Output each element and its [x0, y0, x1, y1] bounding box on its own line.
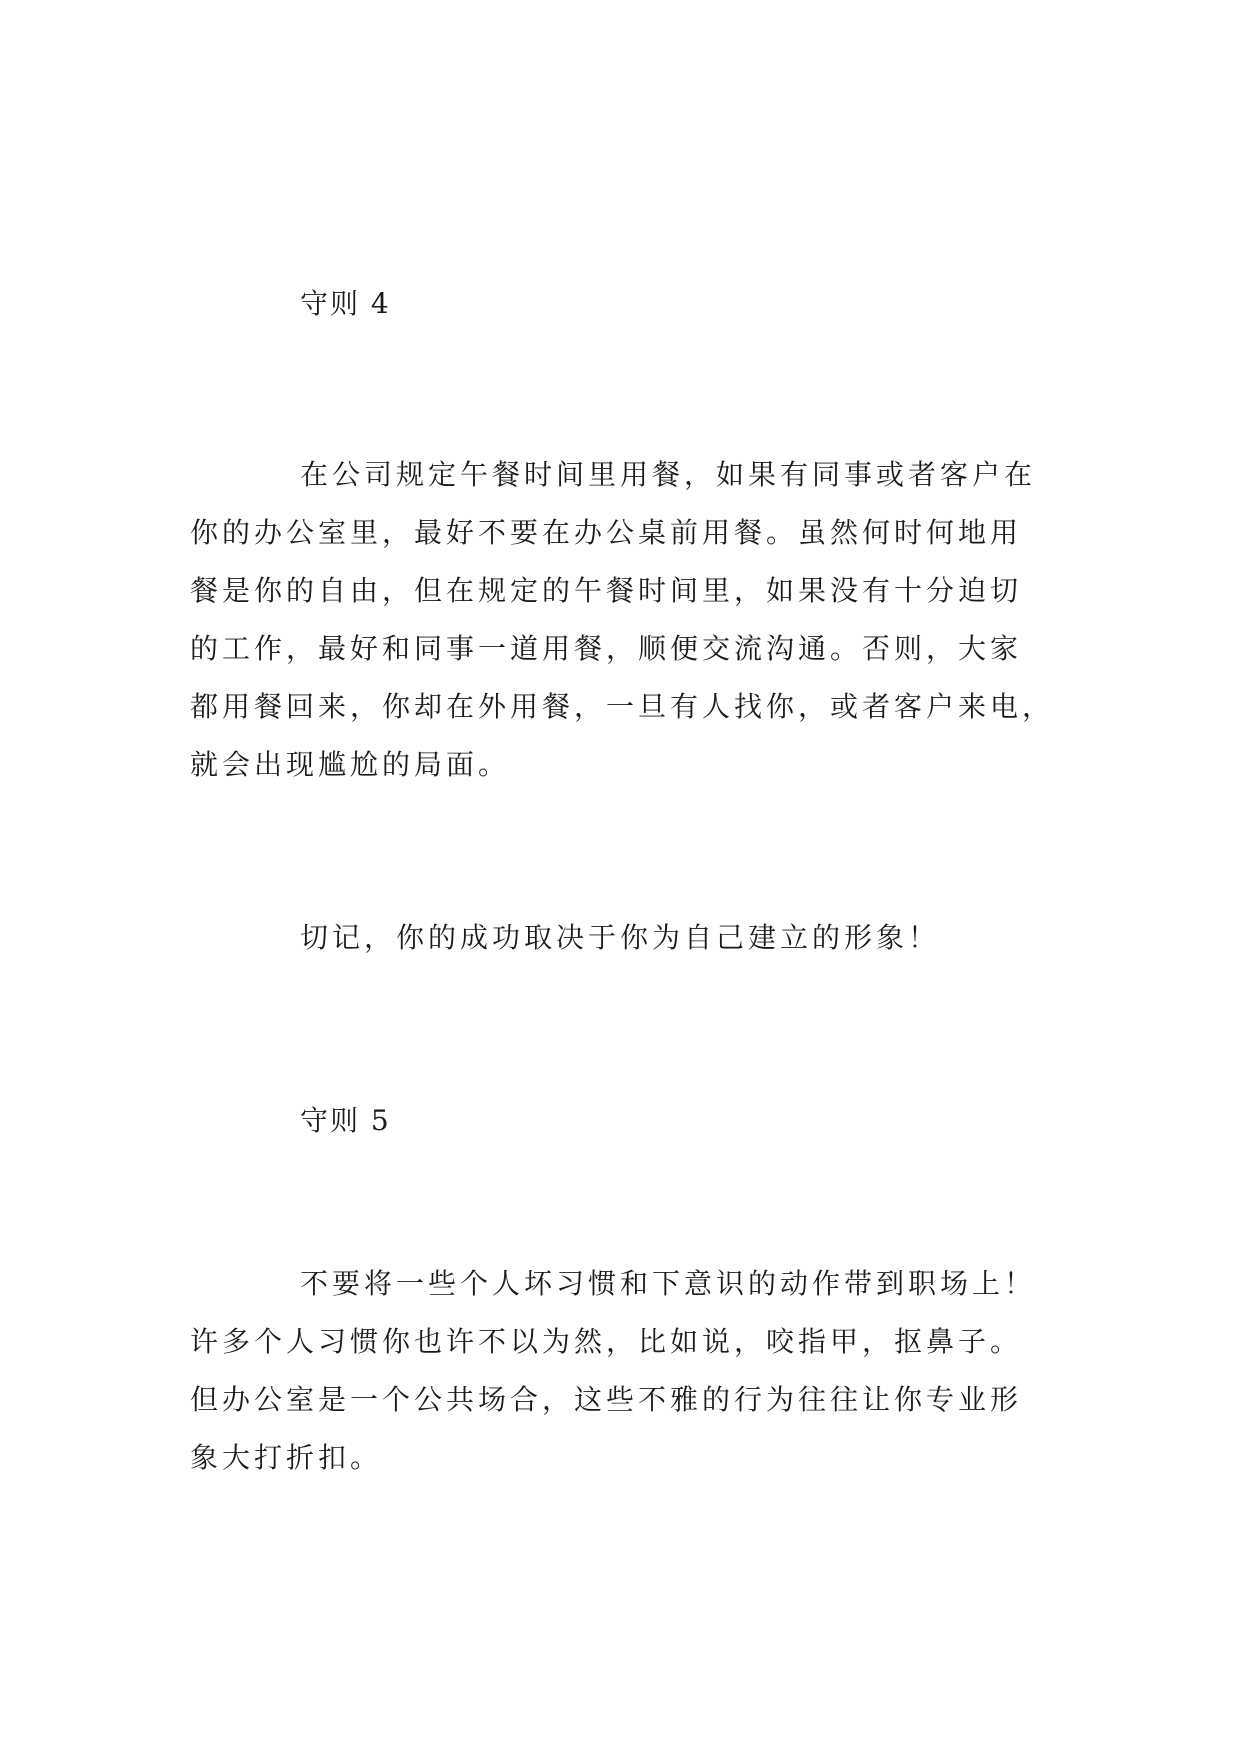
- rule-5-heading: 守则 5: [300, 1104, 391, 1137]
- paragraph-line: 在公司规定午餐时间里用餐，如果有同事或者客户在: [300, 458, 1037, 491]
- paragraph-line: 象大打折扣。: [190, 1441, 383, 1474]
- paragraph-line: 的工作，最好和同事一道用餐，顺便交流沟通。否则，大家: [190, 632, 1023, 665]
- paragraph-line: 许多个人习惯你也许不以为然，比如说，咬指甲，抠鼻子。: [190, 1325, 1023, 1358]
- paragraph-line: 就会出现尴尬的局面。: [190, 748, 511, 781]
- paragraph-line: 你的办公室里，最好不要在办公桌前用餐。虽然何时何地用: [190, 516, 1023, 549]
- closing-statement: [190, 909, 1070, 967]
- paragraph-line: 餐是你的自由，但在规定的午餐时间里，如果没有十分迫切: [190, 574, 1023, 607]
- rule-5-paragraph: [190, 1255, 1070, 1487]
- paragraph-line: 都用餐回来，你却在外用餐，一旦有人找你，或者客户来电，: [190, 690, 1055, 723]
- paragraph-line: 切记，你的成功取决于你为自己建立的形象！: [300, 921, 941, 954]
- paragraph-line: 但办公室是一个公共场合，这些不雅的行为往往让你专业形: [190, 1383, 1023, 1416]
- paragraph-line: 不要将一些个人坏习惯和下意识的动作带到职场上！: [300, 1267, 1037, 1300]
- rule-4-paragraph: [190, 446, 1070, 794]
- rule-4-heading: 守则 4: [300, 287, 391, 320]
